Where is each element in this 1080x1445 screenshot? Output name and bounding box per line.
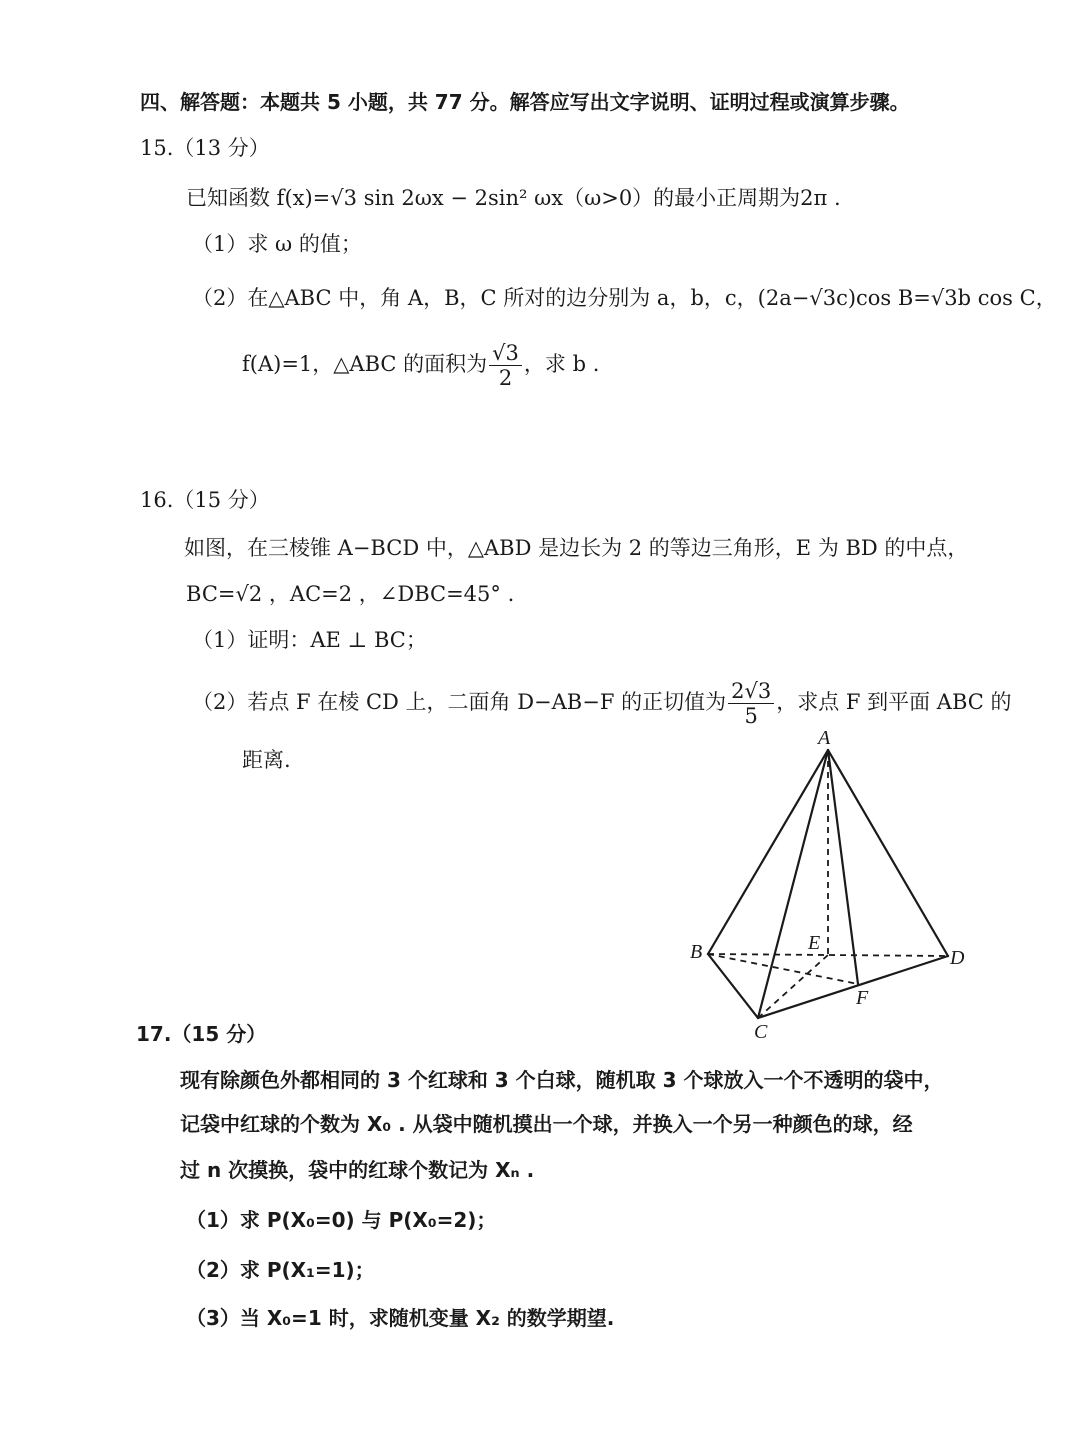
q15-part2-post: ，求 b . [523, 352, 600, 376]
q15-part2-line1: （2）在△ABC 中，角 A，B，C 所对的边分别为 a，b，c，(2a−√3c)cos B=√3b cos C， [192, 286, 1057, 310]
q16-part2-post: ，求点 F 到平面 ABC 的 [776, 690, 1012, 714]
q16-frac-denominator: 5 [744, 704, 758, 728]
q17-part1: （1）求 P(X₀=0) 与 P(X₀=2)； [186, 1208, 497, 1232]
q17-stem-line2: 记袋中红球的个数为 X₀ . 从袋中随机摸出一个球，并换入一个另一种颜色的球，经 [180, 1112, 913, 1136]
label-D: D [950, 947, 965, 969]
q15-header: 15.（13 分） [140, 136, 270, 160]
q17-part3: （3）当 X₀=1 时，求随机变量 X₂ 的数学期望. [186, 1306, 615, 1330]
q17-part2: （2）求 P(X₁=1)； [186, 1258, 375, 1282]
edge-BF-hidden [708, 954, 858, 984]
label-A: A [818, 727, 831, 749]
label-C: C [754, 1021, 768, 1043]
edge-CE-hidden [758, 955, 828, 1018]
q17-stem-line1: 现有除颜色外都相同的 3 个红球和 3 个白球，随机取 3 个球放入一个不透明的袋中， [180, 1068, 944, 1092]
edge-AC [758, 750, 828, 1018]
q16-part1: （1）证明：AE ⊥ BC； [192, 628, 427, 652]
edge-AB [708, 750, 828, 954]
q16-part2-pre: （2）若点 F 在棱 CD 上，二面角 D−AB−F 的正切值为 [192, 690, 727, 714]
q16-stem-line2: BC=√2 ，AC=2 ，∠DBC=45° . [186, 582, 515, 606]
q16-frac-numerator: 2√3 [728, 679, 774, 704]
q15-frac-denominator: 2 [498, 366, 513, 390]
edge-BC [708, 954, 758, 1018]
q15-area-fraction [489, 341, 522, 390]
label-B: B [690, 941, 703, 963]
label-F: F [856, 987, 869, 1009]
edge-AF [828, 750, 858, 984]
q16-part2-line2: 距离. [242, 748, 291, 772]
q16-stem-line1: 如图，在三棱锥 A−BCD 中，△ABD 是边长为 2 的等边三角形，E 为 BD 的中点， [184, 536, 969, 560]
q15-part2-line2 [242, 336, 599, 392]
q16-header: 16.（15 分） [140, 488, 270, 512]
q15-part1: （1）求 ω 的值； [192, 232, 362, 256]
edge-AD [828, 750, 948, 956]
q15-frac-numerator: √3 [489, 341, 522, 366]
tetrahedron-figure [660, 720, 1000, 1050]
section-heading: 四、解答题：本题共 5 小题，共 77 分。解答应写出文字说明、证明过程或演算步骤。 [140, 90, 910, 114]
q17-stem-line3: 过 n 次摸换，袋中的红球个数记为 Xₙ . [180, 1158, 535, 1182]
q15-stem: 已知函数 f(x)=√3 sin 2ωx − 2sin² ωx（ω>0）的最小正周期为2π . [186, 186, 841, 210]
q15-part2-pre: f(A)=1，△ABC 的面积为 [242, 352, 488, 376]
edge-CD [758, 956, 948, 1018]
label-E: E [808, 932, 821, 954]
q17-header: 17.（15 分） [136, 1022, 267, 1046]
